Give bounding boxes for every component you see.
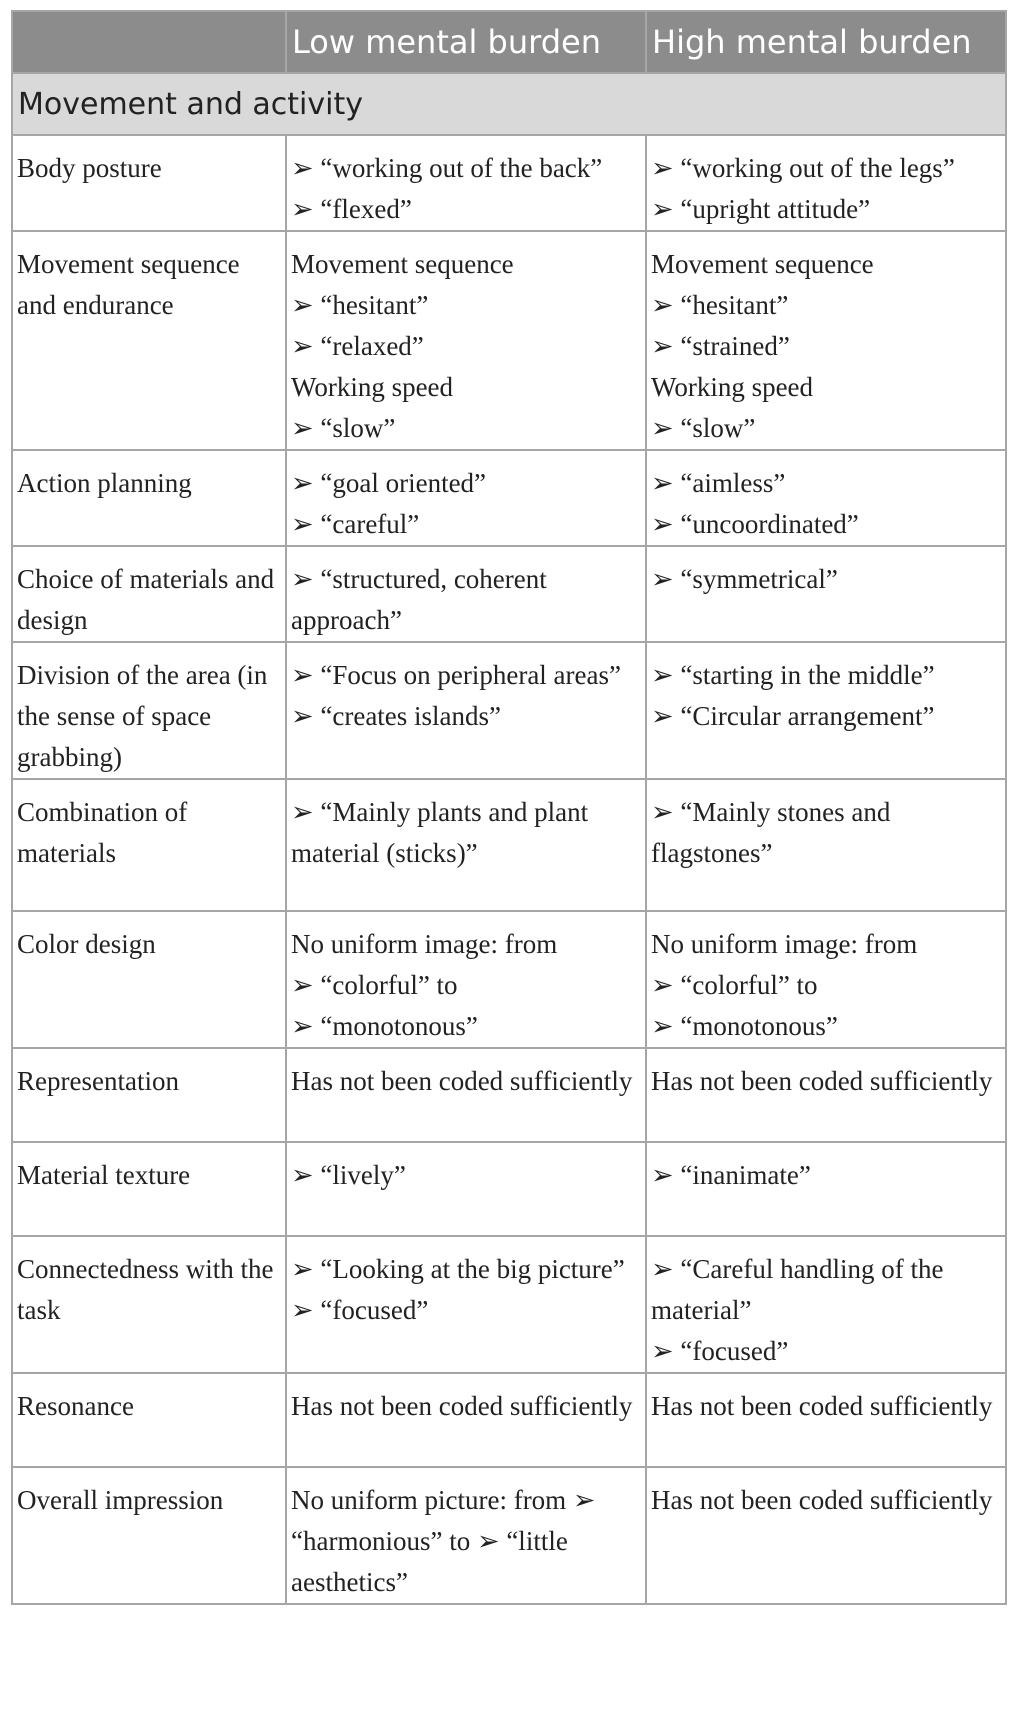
cell-high-mental-burden [646, 231, 1006, 450]
cell-line: ➢ “goal oriented” [291, 468, 487, 498]
cell-line: ➢ “creates islands” [291, 701, 502, 731]
cell-line: ➢ “slow” [651, 413, 756, 443]
cell-line: ➢ “Mainly plants and plant material (sticks)” [291, 797, 589, 868]
cell-low-mental-burden [286, 642, 646, 779]
cell-line: No uniform image: from [651, 929, 918, 959]
cell-low-mental-burden [286, 1236, 646, 1373]
cell-line: ➢ “Circular arrangement” [651, 701, 935, 731]
cell-line: ➢ “slow” [291, 413, 396, 443]
row-label: Body posture [12, 135, 286, 231]
cell-high-mental-burden [646, 450, 1006, 546]
cell-line: Working speed [651, 372, 814, 402]
cell-line: Has not been coded sufficiently [651, 1391, 993, 1421]
cell-line: Has not been coded sufficiently [651, 1485, 993, 1515]
table-row [12, 642, 1006, 779]
cell-line: ➢ “careful” [291, 509, 420, 539]
cell-line: ➢ “working out of the legs” [651, 153, 955, 183]
cell-high-mental-burden [646, 135, 1006, 231]
cell-line: ➢ “focused” [291, 1295, 429, 1325]
cell-line: Movement sequence [651, 249, 874, 279]
table-row [12, 450, 1006, 546]
cell-high-mental-burden [646, 546, 1006, 642]
cell-high-mental-burden [646, 1236, 1006, 1373]
table-row [12, 1236, 1006, 1373]
cell-low-mental-burden [286, 911, 646, 1048]
results-table [11, 10, 1007, 1605]
row-label: Representation [12, 1048, 286, 1142]
header-low-mental-burden: Low mental burden [286, 11, 646, 73]
cell-low-mental-burden [286, 450, 646, 546]
row-label: Combination of materials [12, 779, 286, 911]
cell-low-mental-burden [286, 1142, 646, 1236]
cell-high-mental-burden [646, 1467, 1006, 1604]
cell-high-mental-burden [646, 1048, 1006, 1142]
cell-line: Working speed [291, 372, 454, 402]
cell-line: ➢ “hesitant” [651, 290, 789, 320]
results-table-container [11, 10, 1005, 1605]
cell-line: ➢ “focused” [651, 1336, 789, 1366]
cell-high-mental-burden [646, 642, 1006, 779]
cell-high-mental-burden [646, 911, 1006, 1048]
cell-line: ➢ “upright attitude” [651, 194, 871, 224]
header-high-mental-burden: High mental burden [646, 11, 1006, 73]
table-row [12, 231, 1006, 450]
cell-line: ➢ “colorful” to [291, 970, 458, 1000]
row-label: Connectedness with the task [12, 1236, 286, 1373]
cell-line: Movement sequence [291, 249, 514, 279]
row-label: Color design [12, 911, 286, 1048]
cell-line: ➢ “aimless” [651, 468, 786, 498]
table-row [12, 135, 1006, 231]
row-label: Division of the area (in the sense of space grabbing) [12, 642, 286, 779]
section-title: Movement and activity [12, 73, 1006, 135]
cell-line: ➢ “hesitant” [291, 290, 429, 320]
cell-high-mental-burden [646, 779, 1006, 911]
cell-low-mental-burden [286, 546, 646, 642]
cell-line: ➢ “monotonous” [291, 1011, 478, 1041]
cell-low-mental-burden [286, 1048, 646, 1142]
cell-low-mental-burden [286, 135, 646, 231]
cell-line: ➢ “inanimate” [651, 1160, 811, 1190]
table-row [12, 911, 1006, 1048]
row-label: Movement sequence and endurance [12, 231, 286, 450]
cell-line: ➢ “lively” [291, 1160, 406, 1190]
section-row [12, 73, 1006, 135]
table-body [12, 73, 1006, 1604]
cell-line: ➢ “Careful handling of the material” [651, 1254, 944, 1325]
table-row [12, 1373, 1006, 1467]
cell-line: ➢ “Focus on peripheral areas” [291, 660, 621, 690]
cell-line: ➢ “Looking at the big picture” [291, 1254, 625, 1284]
table-header-row [12, 11, 1006, 73]
cell-high-mental-burden [646, 1142, 1006, 1236]
row-label: Resonance [12, 1373, 286, 1467]
cell-line: ➢ “monotonous” [651, 1011, 838, 1041]
header-empty-cell [12, 11, 286, 73]
cell-line: ➢ “structured, coherent approach” [291, 564, 547, 635]
cell-line: ➢ “starting in the middle” [651, 660, 935, 690]
cell-line: Has not been coded sufficiently [291, 1391, 633, 1421]
table-row [12, 546, 1006, 642]
cell-line: ➢ “relaxed” [291, 331, 424, 361]
table-row [12, 779, 1006, 911]
cell-low-mental-burden [286, 1467, 646, 1604]
cell-line: No uniform picture: from ➢ “harmonious” to ➢ “little aesthetics” [291, 1485, 596, 1597]
row-label: Action planning [12, 450, 286, 546]
cell-line: Has not been coded sufficiently [651, 1066, 993, 1096]
row-label: Material texture [12, 1142, 286, 1236]
cell-line: ➢ “colorful” to [651, 970, 818, 1000]
cell-line: ➢ “Mainly stones and flagstones” [651, 797, 891, 868]
cell-high-mental-burden [646, 1373, 1006, 1467]
cell-line: ➢ “symmetrical” [651, 564, 838, 594]
cell-low-mental-burden [286, 779, 646, 911]
cell-line: ➢ “strained” [651, 331, 790, 361]
table-row [12, 1467, 1006, 1604]
row-label: Choice of materials and design [12, 546, 286, 642]
table-row [12, 1048, 1006, 1142]
cell-line: No uniform image: from [291, 929, 558, 959]
cell-line: ➢ “flexed” [291, 194, 412, 224]
cell-line: ➢ “uncoordinated” [651, 509, 859, 539]
cell-low-mental-burden [286, 231, 646, 450]
cell-line: Has not been coded sufficiently [291, 1066, 633, 1096]
cell-line: ➢ “working out of the back” [291, 153, 603, 183]
table-row [12, 1142, 1006, 1236]
row-label: Overall impression [12, 1467, 286, 1604]
cell-low-mental-burden [286, 1373, 646, 1467]
